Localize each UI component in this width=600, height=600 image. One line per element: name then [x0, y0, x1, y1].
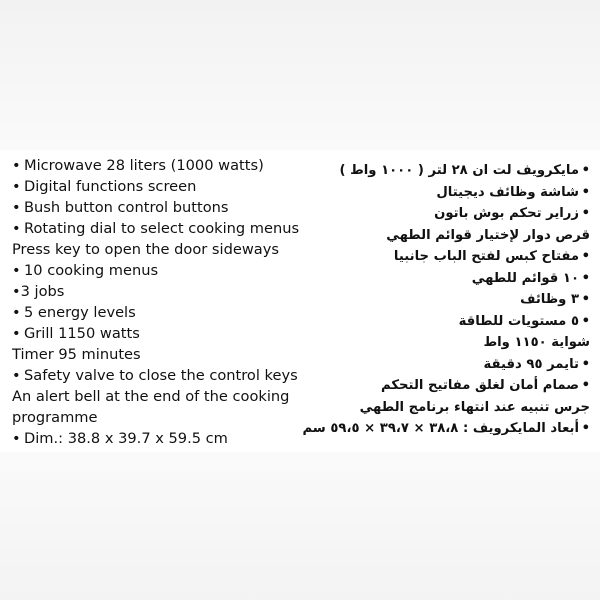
spec-line	[290, 289, 590, 311]
spec-text: Safety valve to close the control keys	[24, 367, 298, 384]
bullet: •	[12, 178, 21, 195]
spec-text: An alert bell at the end of the cooking	[12, 388, 290, 405]
spec-text: شواية ١١٥٠ واط	[483, 335, 590, 350]
spec-text: جرس تنبيه عند انتهاء برنامج الطهي	[359, 399, 590, 415]
spec-text: Digital functions screen	[24, 178, 197, 195]
spec-text: Rotating dial to select cooking menus	[24, 220, 300, 237]
arabic-spec-list	[290, 160, 590, 440]
spec-text: Grill 1150 watts	[24, 325, 140, 342]
bullet: •	[581, 313, 590, 329]
spec-text: ١٠ قوائم للطهي	[471, 270, 579, 286]
bullet: •	[581, 184, 590, 200]
spec-text: شاشة وظائف ديجيتال	[436, 184, 579, 200]
bullet: •	[12, 199, 21, 216]
spec-text: Press key to open the door sideways	[12, 241, 279, 258]
bullet: •	[12, 304, 21, 321]
bullet: •	[581, 292, 590, 307]
spec-text: Bush button control buttons	[24, 199, 229, 216]
spec-text: مفتاح كبس لفتح الباب جانبيا	[393, 249, 579, 264]
spec-line	[290, 354, 590, 376]
spec-text: ٥ مستويات للطاقة	[458, 313, 579, 329]
bullet: •	[12, 325, 21, 342]
bullet: •	[12, 283, 21, 300]
bullet: •	[581, 356, 590, 372]
bullet: •	[581, 270, 590, 286]
spec-text: صمام أمان لغلق مفاتيح التحكم	[381, 378, 579, 393]
spec-text: Dim.: 38.8 x 39.7 x 59.5 cm	[24, 430, 228, 447]
spec-text: تايمر ٩٥ دقيقة	[483, 356, 579, 372]
bullet: •	[581, 249, 590, 264]
bullet: •	[12, 157, 21, 174]
bullet: •	[12, 430, 21, 447]
spec-text: Timer 95 minutes	[12, 346, 141, 363]
spec-line	[290, 225, 590, 247]
spec-text: قرص دوار لإختيار قوائم الطهي	[386, 227, 590, 243]
spec-text: مايكرويف لت ان ٢٨ لتر ( ١٠٠٠ واط )	[339, 163, 579, 178]
bottom-background	[0, 452, 600, 600]
spec-line	[290, 397, 590, 419]
spec-line	[290, 246, 590, 268]
bullet: •	[581, 163, 590, 178]
spec-text: 3 jobs	[20, 283, 65, 300]
spec-line	[290, 182, 590, 204]
top-background	[0, 0, 600, 150]
bullet: •	[12, 367, 21, 384]
bullet: •	[12, 220, 21, 237]
spec-line	[290, 160, 590, 182]
spec-text: ٣ وظائف	[520, 292, 579, 307]
spec-text: programme	[12, 409, 98, 426]
bullet: •	[581, 206, 590, 221]
spec-line	[290, 332, 590, 354]
spec-line	[290, 375, 590, 397]
bullet: •	[581, 378, 590, 393]
spec-line	[290, 418, 590, 440]
spec-text: أبعاد المايكرويف : ٣٨،٨ × ٣٩،٧ × ٥٩،٥ سم	[302, 421, 579, 436]
spec-text: زراير تحكم بوش باتون	[434, 206, 579, 221]
spec-line	[290, 268, 590, 290]
bullet: •	[12, 262, 21, 279]
spec-text: 10 cooking menus	[24, 262, 159, 279]
bullet: •	[581, 421, 590, 436]
spec-line	[290, 203, 590, 225]
spec-text: Microwave 28 liters (1000 watts)	[24, 157, 264, 174]
spec-line	[290, 311, 590, 333]
spec-text: 5 energy levels	[24, 304, 136, 321]
